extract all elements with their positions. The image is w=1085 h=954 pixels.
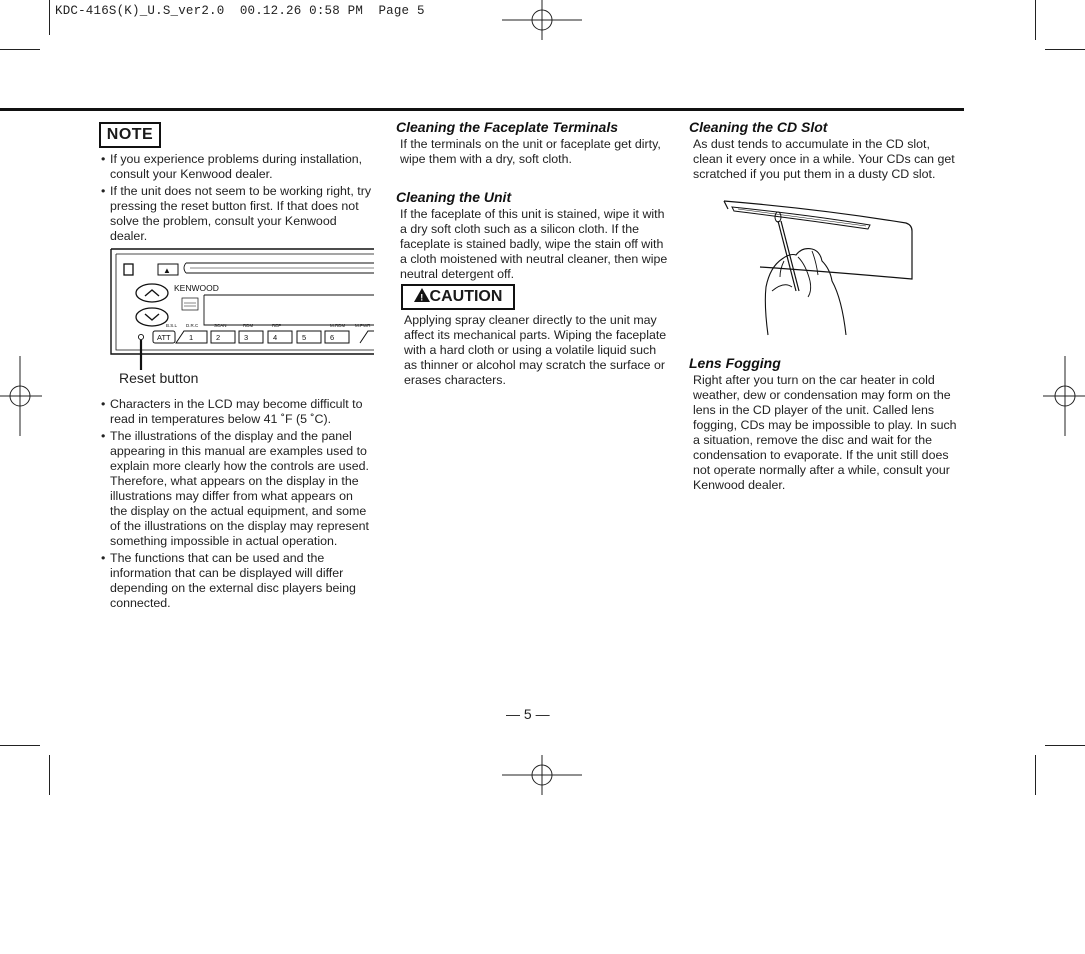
crop-mark-bottom-left-v: [49, 755, 50, 795]
cd-slot-cleaning-illustration: [720, 195, 920, 340]
crop-mark-bottom-right-v: [1035, 755, 1036, 795]
faceplate-terminals-text: If the terminals on the unit or faceplate get dirty, wipe them with a dry, soft cloth.: [400, 137, 661, 166]
top-rule: [0, 108, 964, 111]
note-bullet: • If the unit does not seem to be working right, try pressing the reset button first. If that does not solve the problem, consult your Kenwood dealer.: [101, 184, 373, 244]
note-bullets-bottom: [101, 397, 373, 613]
reset-button-label: Reset button: [119, 370, 199, 386]
warning-triangle-icon: [414, 288, 430, 302]
cd-slot-text: As dust tends to accumulate in the CD slot, clean it every once in a while. Your CDs can get scratched if you put them in a dusty CD slot.: [693, 137, 955, 181]
svg-text:2: 2: [216, 333, 221, 342]
note-bullet: • If you experience problems during installation, consult your Kenwood dealer.: [101, 152, 373, 182]
note-bullet: • Characters in the LCD may become difficult to read in temperatures below 41 ˚F (5 ˚C).: [101, 397, 373, 427]
label-drc: D.R.C: [186, 323, 199, 328]
lens-fogging-heading: Lens Fogging: [689, 355, 781, 371]
caution-text: CAUTION: [429, 288, 503, 305]
note-bullet: • The illustrations of the display and the panel appearing in this manual are examples used to explain more clearly how the controls are used. Therefore, what appears on the display in the illustrations may differ from what appears on the display on the actual equipment, and some of the illustrations on the display may represent something impossible in actual operation.: [101, 429, 373, 549]
disc-logo-icon: [182, 298, 198, 310]
car-stereo-illustration: [108, 246, 374, 372]
crop-mark-bottom-left-h: [0, 745, 40, 746]
svg-text:3: 3: [244, 333, 249, 342]
label-mpwr: M.PWR: [355, 323, 371, 328]
svg-text:ATT: ATT: [157, 333, 171, 342]
svg-text:6: 6: [330, 333, 335, 342]
print-header: KDC-416S(K)_U.S_ver2.0 00.12.26 0:58 PM Page 5: [55, 4, 425, 18]
label-scan: SCAN: [214, 323, 227, 328]
svg-text:!: !: [419, 292, 423, 302]
svg-text:1: 1: [189, 333, 194, 342]
label-bsl: B.S.L: [166, 323, 178, 328]
label-rep: REP: [272, 323, 282, 328]
registration-mark-right: [1043, 356, 1085, 436]
cd-slot-heading: Cleaning the CD Slot: [689, 119, 828, 135]
crop-mark-top-left-v: [49, 0, 50, 35]
svg-text:4: 4: [273, 333, 278, 342]
label-rdm: RDM: [243, 323, 254, 328]
crop-mark-top-right-h: [1045, 49, 1085, 50]
registration-mark-top: [502, 0, 582, 42]
registration-mark-left: [0, 356, 42, 436]
note-label: NOTE: [99, 122, 161, 148]
crop-mark-bottom-right-h: [1045, 745, 1085, 746]
label-mrdm: M.RDM: [330, 323, 346, 328]
down-button: [136, 308, 168, 326]
faceplate-terminals-heading: Cleaning the Faceplate Terminals: [396, 119, 618, 135]
kenwood-logo: KENWOOD: [174, 283, 219, 293]
eject-symbol: ▲: [163, 266, 171, 275]
crop-mark-top-right-v: [1035, 0, 1036, 40]
note-bullet: • The functions that can be used and the information that can be displayed will differ depending on the external disc players being connected.: [101, 551, 373, 611]
reset-hole: [138, 334, 143, 339]
registration-mark-bottom: [502, 755, 582, 797]
caution-text-body: Applying spray cleaner directly to the unit may affect its mechanical parts. Wiping the faceplate with a hard cloth or using a volatile liquid such as thinner or alcohol may scratch the surface or erases characters.: [404, 313, 667, 387]
note-bullets-top: [101, 152, 373, 246]
cleaning-unit-heading: Cleaning the Unit: [396, 189, 512, 205]
up-button: [136, 284, 168, 302]
crop-mark-top-left-h: [0, 49, 40, 50]
caution-label: [401, 284, 515, 310]
cleaning-unit-text: If the faceplate of this unit is stained, wipe it with a dry soft cloth such as a silicon cloth. If the faceplate is stained badly, wipe the stain off with a cloth moistened with neutral cleaner, then wipe neutral detergent off.: [400, 207, 668, 281]
svg-text:5: 5: [302, 333, 307, 342]
lens-fogging-text: Right after you turn on the car heater in cold weather, dew or condensation may form on the lens in the CD player of the unit. Called lens fogging, CDs may be impossible to play. In such a situation, remove the disc and wait for the condensation to evaporate. If the unit still does not operate normally after a while, consult your Kenwood dealer.: [693, 373, 957, 492]
page-number: — 5 —: [506, 706, 550, 722]
